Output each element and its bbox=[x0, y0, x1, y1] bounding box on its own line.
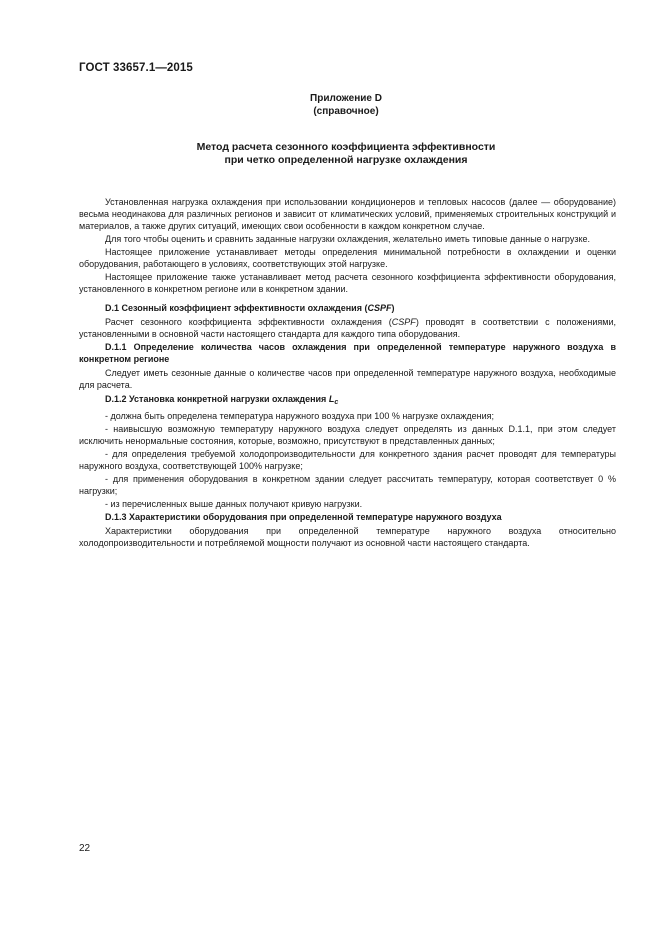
document-title bbox=[0, 141, 661, 167]
title-line-2: при четко определенной нагрузке охлаждения bbox=[224, 154, 468, 166]
intro-paragraph: Для того чтобы оценить и сравнить заданные нагрузки охлаждения, желательно иметь типовые данные о нагрузке. bbox=[105, 234, 591, 245]
list-item: - для определения требуемой холодопроизводительности для конкретного здания расчет проводят для температуры наружного воздуха, соответствующей 100% нагрузке; bbox=[79, 448, 616, 472]
cspf-abbr: CSPF bbox=[391, 316, 416, 327]
intro-paragraph: Настоящее приложение устанавливает методы определения минимальной потребности в охлаждении и оценки оборудования, работающего в условиях, соответствующих этой нагрузке. bbox=[79, 246, 616, 270]
section-d11-text: Следует иметь сезонные данные о количестве часов при определенной температуре наружного воздуха, необходимые для расчета. bbox=[79, 368, 616, 391]
section-d12-heading: D.1.2 Установка конкретной нагрузки охлаждения $L_c$ bbox=[105, 393, 339, 406]
load-symbol: L bbox=[328, 393, 335, 404]
list-item: - из перечисленных выше данных получают кривую нагрузки. bbox=[105, 498, 363, 509]
list-item: - для применения оборудования в конкретном здании следует рассчитать температуру, которая соответствует 0 % нагрузки; bbox=[79, 473, 616, 496]
load-symbol-subscript: c bbox=[334, 398, 339, 406]
annex-type: (справочное) bbox=[313, 106, 379, 117]
title-line-1: Метод расчета сезонного коэффициента эффективности bbox=[196, 141, 496, 153]
document-body bbox=[79, 196, 616, 549]
cspf-abbr: CSPF bbox=[367, 303, 392, 314]
section-d11-heading: D.1.1 Определение количества часов охлаждения при определенной температуре наружного воздуха в конкретном регионе bbox=[79, 342, 616, 365]
intro-paragraph: Настоящее приложение также устанавливает метод расчета сезонного коэффициента эффективности оборудования, установленного в конкретном регионе или в конкретном здании. bbox=[79, 271, 616, 294]
page-number: 22 bbox=[79, 843, 91, 854]
intro-paragraph: Установленная нагрузка охлаждения при использовании кондиционеров и тепловых насосов (далее — оборудование) весьма неодинакова для различных регионов и зависит от климатических условий, применяемых строительных конструкций и материалов, а также других ситуаций, имеющих свои особенности в каждом конкретном случае. bbox=[79, 197, 616, 232]
section-d1-heading: D.1 Сезонный коэффициент эффективности охлаждения (CSPF) bbox=[105, 303, 395, 314]
list-item: - наивысшую возможную температуру наружного воздуха следует определять из данных D.1.1, при этом следует исключить ненормальные состояния, которые, возможно, присутствуют в представленных данных; bbox=[79, 423, 616, 447]
section-d1-text: Расчет сезонного коэффициента эффективности охлаждения (CSPF) проводят в соответствии с положениями, установленными в основной части настоящего стандарта для каждого типа оборудования. bbox=[79, 316, 616, 340]
section-d13-text: Характеристики оборудования при определенной температуре наружного воздуха относительно холодопроизводительности и потребляемой мощности получают из основной части настоящего стандарта. bbox=[79, 525, 616, 548]
section-d13-heading: D.1.3 Характеристики оборудования при определенной температуре наружного воздуха bbox=[105, 511, 502, 522]
annex-label: Приложение D bbox=[310, 93, 382, 104]
list-item: - должна быть определена температура наружного воздуха при 100 % нагрузке охлаждения; bbox=[105, 411, 494, 422]
annex-heading bbox=[0, 92, 661, 118]
standard-id: ГОСТ 33657.1—2015 bbox=[79, 62, 193, 74]
